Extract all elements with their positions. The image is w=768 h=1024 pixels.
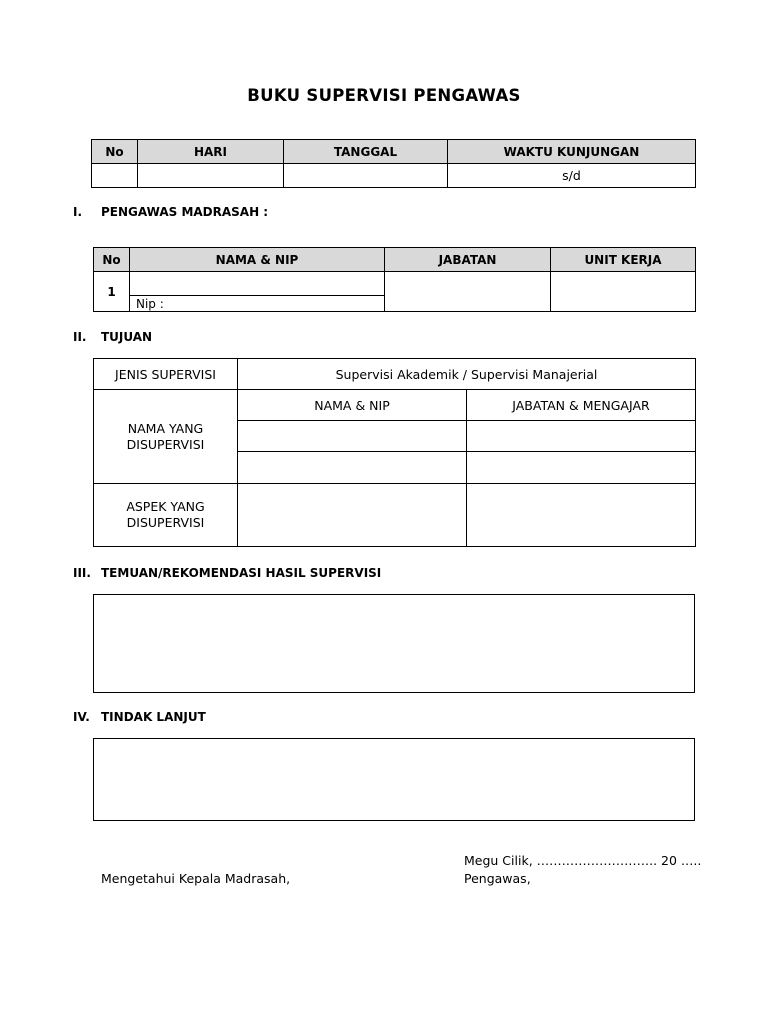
section-title: TUJUAN bbox=[101, 330, 153, 344]
col-header-tanggal: TANGGAL bbox=[284, 140, 448, 164]
cell-jabatan-1[interactable] bbox=[467, 421, 696, 452]
label-line-1: NAMA YANG bbox=[127, 420, 204, 436]
cell-nama-2[interactable] bbox=[238, 452, 467, 484]
section-title: PENGAWAS MADRASAH : bbox=[101, 205, 269, 219]
cell-nama[interactable] bbox=[130, 272, 385, 296]
cell-nip[interactable]: Nip : bbox=[130, 296, 385, 312]
section-tindak-lanjut-heading bbox=[73, 710, 206, 724]
cell-unit-kerja[interactable] bbox=[551, 272, 696, 312]
cell-hari[interactable] bbox=[138, 164, 284, 188]
section-number: I. bbox=[73, 205, 83, 219]
col-header-jabatan: JABATAN bbox=[385, 248, 551, 272]
section-pengawas-heading bbox=[73, 205, 268, 219]
aspek-disupervisi-label bbox=[94, 484, 238, 547]
section-title: TINDAK LANJUT bbox=[101, 710, 206, 724]
col-header-jabatan-mengajar: JABATAN & MENGAJAR bbox=[467, 390, 696, 421]
section-number: II. bbox=[73, 330, 87, 344]
pengawas-table bbox=[93, 247, 696, 312]
cell-aspek-1[interactable] bbox=[238, 484, 467, 547]
kepala-madrasah-label: Mengetahui Kepala Madrasah, bbox=[101, 871, 291, 886]
tindak-lanjut-box[interactable] bbox=[93, 738, 695, 821]
cell-nama-1[interactable] bbox=[238, 421, 467, 452]
nama-disupervisi-label bbox=[94, 390, 238, 484]
cell-no[interactable] bbox=[92, 164, 138, 188]
jenis-supervisi-value[interactable]: Supervisi Akademik / Supervisi Manajerial bbox=[238, 359, 696, 390]
label-line-2: DISUPERVISI bbox=[126, 515, 205, 530]
col-header-nama-nip: NAMA & NIP bbox=[130, 248, 385, 272]
jenis-supervisi-label: JENIS SUPERVISI bbox=[94, 359, 238, 390]
section-number: III. bbox=[73, 566, 91, 580]
col-header-hari: HARI bbox=[138, 140, 284, 164]
col-header-no: No bbox=[92, 140, 138, 164]
section-title: TEMUAN/REKOMENDASI HASIL SUPERVISI bbox=[101, 566, 382, 580]
tujuan-table bbox=[93, 358, 696, 547]
label-line-2: DISUPERVISI bbox=[126, 436, 205, 452]
col-header-waktu: WAKTU KUNJUNGAN bbox=[448, 140, 696, 164]
section-number: IV. bbox=[73, 710, 90, 724]
pengawas-label: Pengawas, bbox=[464, 871, 531, 886]
section-tujuan-heading bbox=[73, 330, 152, 344]
page-title: BUKU SUPERVISI PENGAWAS bbox=[247, 86, 521, 105]
cell-tanggal[interactable] bbox=[284, 164, 448, 188]
label-line-1: ASPEK YANG bbox=[126, 499, 205, 514]
col-header-unit-kerja: UNIT KERJA bbox=[551, 248, 696, 272]
cell-jabatan-2[interactable] bbox=[467, 452, 696, 484]
col-header-no: No bbox=[94, 248, 130, 272]
col-header-nama-nip: NAMA & NIP bbox=[238, 390, 467, 421]
place-date-line: Megu Cilik, ……………………….. 20 ….. bbox=[464, 853, 702, 868]
cell-jabatan[interactable] bbox=[385, 272, 551, 312]
temuan-box[interactable] bbox=[93, 594, 695, 693]
cell-waktu[interactable]: s/d bbox=[448, 164, 696, 188]
row-number: 1 bbox=[94, 272, 130, 312]
visit-table bbox=[91, 139, 696, 188]
cell-aspek-2[interactable] bbox=[467, 484, 696, 547]
section-temuan-heading bbox=[73, 566, 381, 580]
